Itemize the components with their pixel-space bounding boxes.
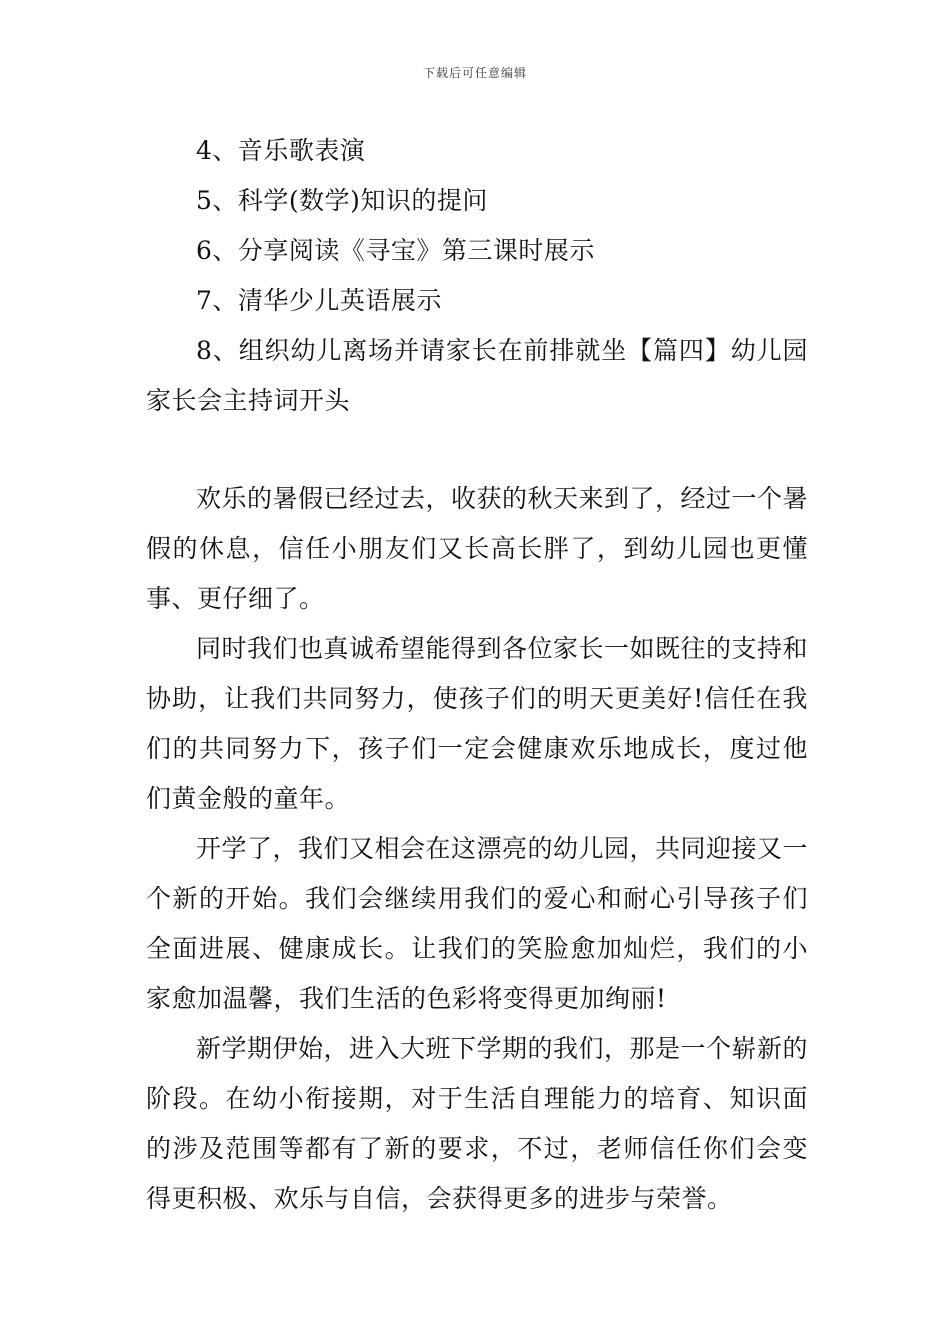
list-item: 7、清华少儿英语展示 [196, 286, 442, 315]
paragraph: 欢乐的暑假已经过去，收获的秋天来到了，经过一个暑假的休息，信任小朋友们又长高长胖了，到幼儿园也更懂事、更仔细了。 [146, 484, 809, 613]
list-item: 6、分享阅读《寻宝》第三课时展示 [196, 236, 595, 265]
list-item: 4、音乐歌表演 [196, 136, 366, 165]
paragraph: 新学期伊始，进入大班下学期的我们，那是一个崭新的阶段。在幼小衔接期，对于生活自理能力的培育、知识面的涉及范围等都有了新的要求，不过，老师信任你们会变得更积极、欢乐与自信，会获得更多的进步与荣誉。 [146, 1034, 809, 1213]
paragraph: 开学了，我们又相会在这漂亮的幼儿园，共同迎接又一个新的开始。我们会继续用我们的爱心和耐心引导孩子们全面进展、健康成长。让我们的笑脸愈加灿烂，我们的小家愈加温馨，我们生活的色彩将变得更加绚丽! [146, 834, 809, 1013]
page-header-note: 下载后可任意编辑 [422, 66, 527, 80]
paragraph-gap [146, 426, 808, 474]
list-item: 5、科学(数学)知识的提问 [196, 186, 488, 215]
document-body [146, 126, 808, 1224]
paragraph: 同时我们也真诚希望能得到各位家长一如既往的支持和协助，让我们共同努力，使孩子们的明天更美好!信任在我们的共同努力下，孩子们一定会健康欢乐地成长，度过他们黄金般的童年。 [146, 634, 809, 813]
list-item-with-section-heading: 8、组织幼儿离场并请家长在前排就坐【篇四】幼儿园家长会主持词开头 [146, 336, 808, 415]
